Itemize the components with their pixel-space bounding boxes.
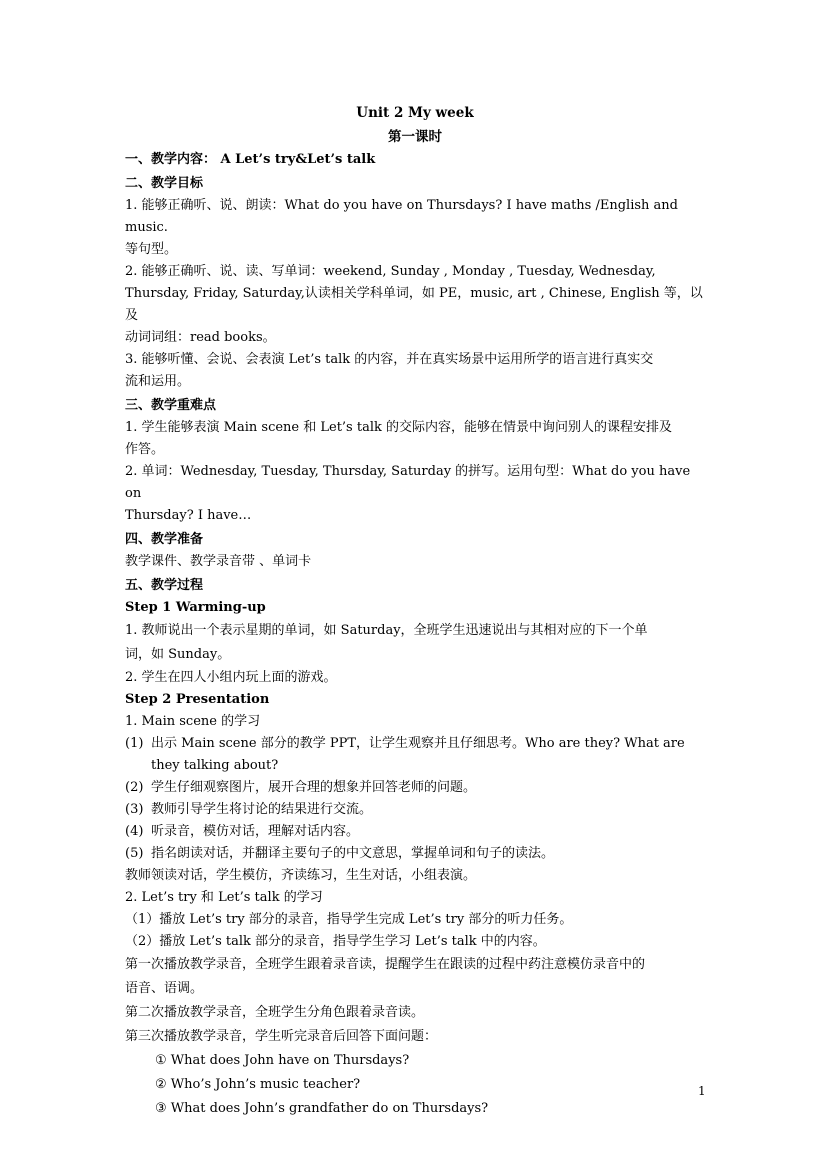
goal-1-line-1: 1. 能够正确听、说、朗读：What do you have on Thursdays? I have maths /English and music. [125,198,678,235]
goal-2-line-2: Thursday, Friday, Saturday,认读相关学科单词，如 PE，music, art , Chinese, English 等，以及 [125,286,703,323]
list-text: 学生仔细观察图片，展开合理的想象并回答老师的问题。 [151,780,477,795]
warmup-2: 2. 学生在四人小组内玩上面的游戏。 [125,670,337,685]
section-process: 五、教学过程 [125,578,204,593]
second-play: 第二次播放教学录音，全班学生分角色跟着录音读。 [125,1005,425,1020]
step-1-heading: Step 1 Warming-up [125,600,266,615]
list-number: (5) [125,846,144,861]
section-goals: 二、教学目标 [125,176,204,191]
goal-3-line-1: 3. 能够听懂、会说、会表演 Let’s talk 的内容，并在真实场景中运用所学的语言进行真实交 [125,352,654,367]
first-play-line-2: 语音、语调。 [125,981,204,996]
first-play-line-1: 第一次播放教学录音，全班学生跟着录音读，提醒学生在跟读的过程中药注意模仿录音中的 [125,957,646,972]
goal-2-line-1: 2. 能够正确听、说、读、写单词：weekend, Sunday , Monday , Tuesday, Wednesday, [125,264,656,279]
lets-try-step: （1）播放 Let’s try 部分的录音，指导学生完成 Let’s try 部分的听力任务。 [125,912,573,927]
list-item [125,821,705,843]
preparation-text: 教学课件、教学录音带 、单词卡 [125,554,312,569]
list-text-line-1: 出示 Main scene 部分的教学 PPT，让学生观察并且仔细思考。Who are they? What are [151,736,685,751]
list-text: 教师引导学生将讨论的结果进行交流。 [151,802,373,817]
warmup-1-line-2: 词，如 Sunday。 [125,647,231,662]
section-preparation: 四、教学准备 [125,532,204,547]
question-1: ① What does John have on Thursdays? [155,1053,410,1068]
list-number: (3) [125,802,144,817]
main-scene-heading: 1. Main scene 的学习 [125,714,261,729]
third-play: 第三次播放教学录音，学生听完录音后回答下面问题： [125,1029,438,1044]
document-body [125,102,705,1121]
goal-2-line-3: 动词词组：read books。 [125,330,276,345]
lets-talk-step: （2）播放 Let’s talk 部分的录音，指导学生学习 Let’s talk 中的内容。 [125,934,546,949]
list-number: (4) [125,824,144,839]
goal-3-line-2: 流和运用。 [125,374,191,389]
question-2: ② Who’s John’s music teacher? [155,1077,361,1092]
warmup-1-line-1: 1. 教师说出一个表示星期的单词，如 Saturday，全班学生迅速说出与其相对应的下一个单 [125,623,648,638]
list-text: 听录音，模仿对话，理解对话内容。 [151,824,360,839]
step-2-heading: Step 2 Presentation [125,692,270,707]
doc-title: Unit 2 My week [356,105,474,121]
list-item [125,733,705,777]
page-number: 1 [698,1084,706,1098]
key-2-line-1: 2. 单词：Wednesday, Tuesday, Thursday, Saturday 的拼写。运用句型：What do you have on [125,464,691,501]
section-key-points: 三、教学重难点 [125,398,217,413]
list-number: (2) [125,780,144,795]
list-text-line-2: they talking about? [151,758,279,773]
key-2-line-2: Thursday? I have… [125,508,252,523]
question-3: ③ What does John’s grandfather do on Thursdays? [155,1101,489,1116]
list-item [125,799,705,821]
goal-1-line-2: 等句型。 [125,242,178,257]
list-item [125,777,705,799]
doc-subtitle: 第一课时 [388,129,442,145]
lead-reading-text: 教师领读对话，学生模仿，齐读练习，生生对话，小组表演。 [125,868,477,883]
section-content: 一、教学内容： A Let’s try&Let’s talk [125,152,376,167]
key-1-line-2: 作答。 [125,442,165,457]
list-text: 指名朗读对话，并翻译主要句子的中文意思，掌握单词和句子的读法。 [151,846,555,861]
list-item [125,843,705,865]
lets-try-talk-heading: 2. Let’s try 和 Let’s talk 的学习 [125,890,323,905]
key-1-line-1: 1. 学生能够表演 Main scene 和 Let’s talk 的交际内容，能够在情景中询问别人的课程安排及 [125,420,672,435]
list-number: (1) [125,736,144,751]
